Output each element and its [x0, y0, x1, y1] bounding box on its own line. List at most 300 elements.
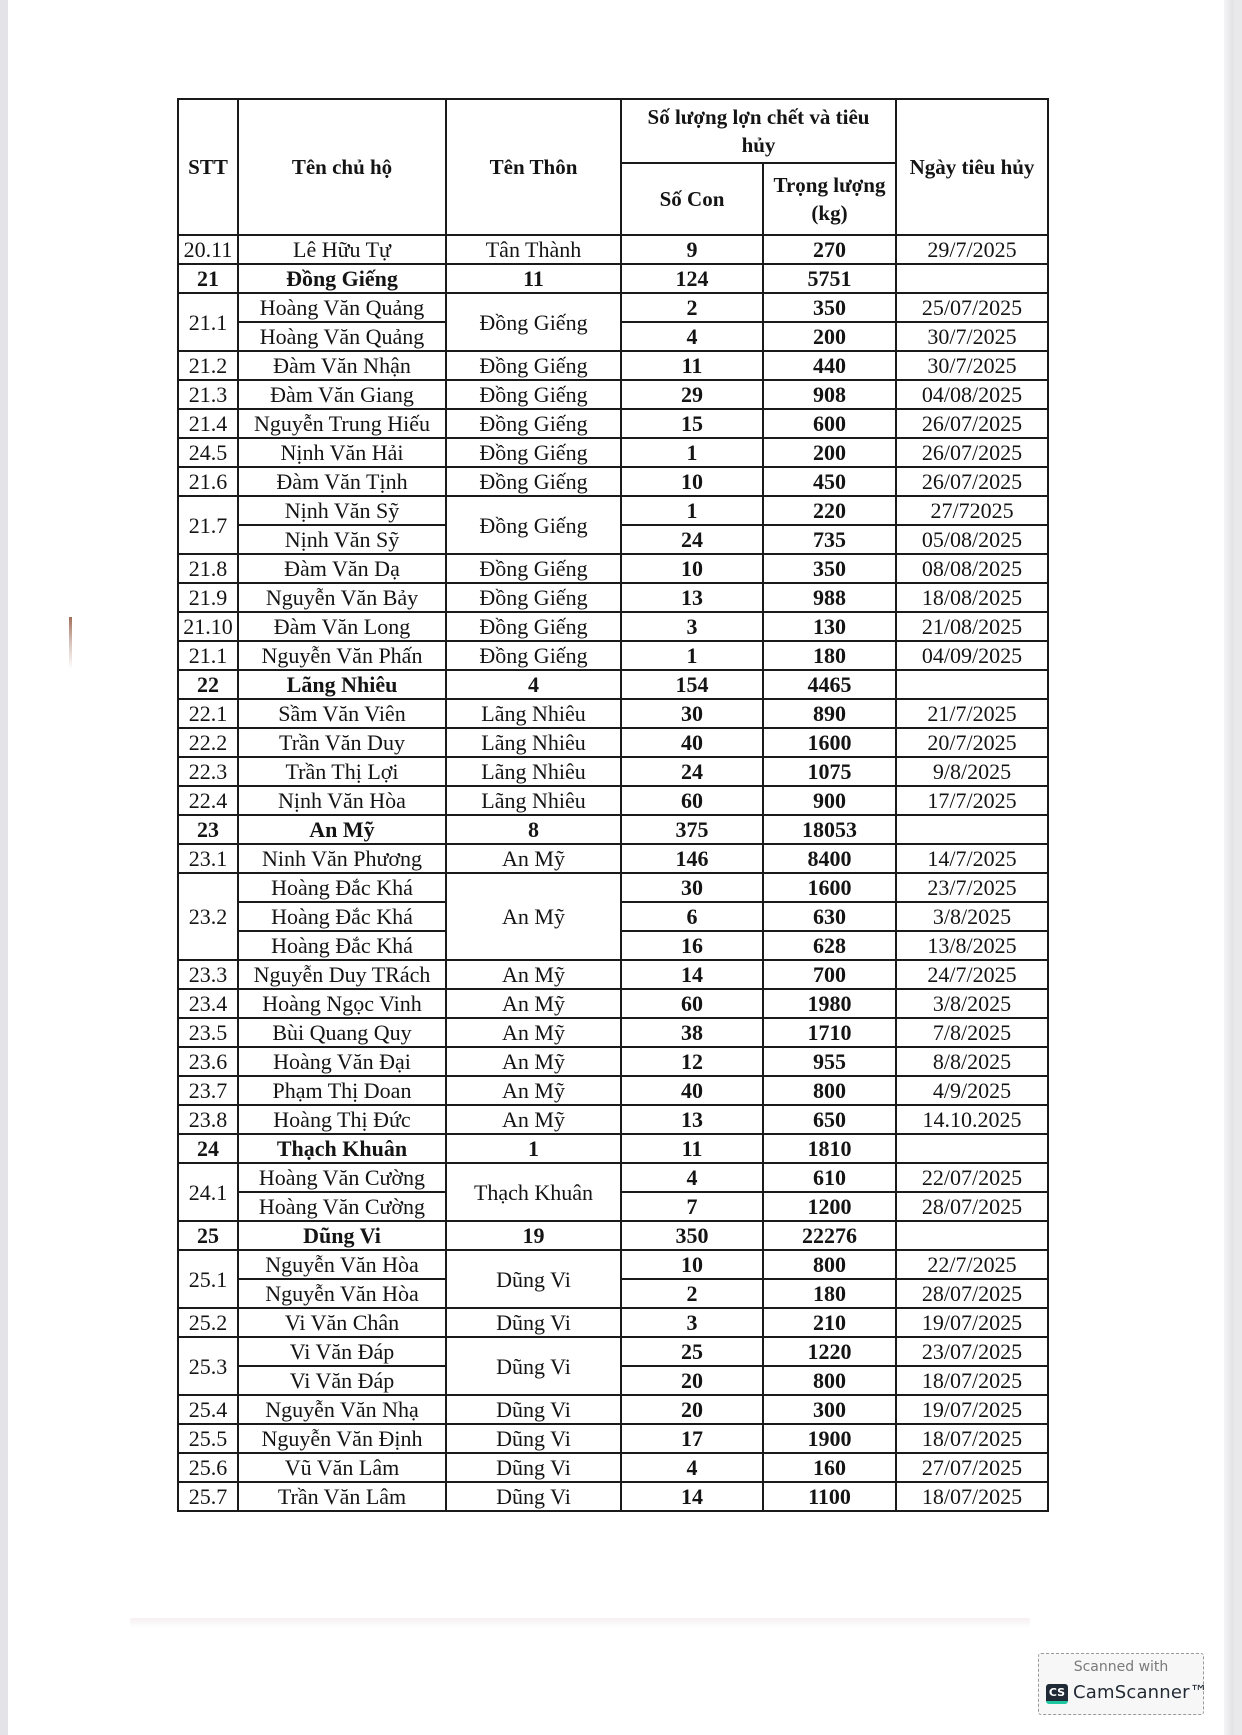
stt-cell: 25: [178, 1221, 238, 1250]
pig-count-cell: 60: [621, 989, 763, 1018]
stt-cell: 22.3: [178, 757, 238, 786]
weight-cell: 955: [763, 1047, 896, 1076]
group-row: [178, 264, 1048, 293]
stt-cell: 21.6: [178, 467, 238, 496]
pig-count-cell: 12: [621, 1047, 763, 1076]
stt-cell: 25.5: [178, 1424, 238, 1453]
pig-count-cell: 9: [621, 235, 763, 264]
village-cell: Đồng Giếng: [446, 351, 621, 380]
pig-count-cell: 11: [621, 351, 763, 380]
owner-name-cell: Ninh Văn Phương: [238, 844, 446, 873]
owner-name-cell: Hoàng Văn Cường: [238, 1163, 446, 1192]
owner-name-cell: Nguyễn Văn Phấn: [238, 641, 446, 670]
group-row: [178, 1134, 1048, 1163]
pig-count-cell: 4: [621, 1453, 763, 1482]
stt-cell: 21.1: [178, 641, 238, 670]
table-row: [178, 786, 1048, 815]
pig-count-cell: 30: [621, 873, 763, 902]
date-cell: 26/07/2025: [896, 409, 1048, 438]
pig-count-cell: 20: [621, 1366, 763, 1395]
table-row: [178, 1337, 1048, 1366]
date-cell: 3/8/2025: [896, 902, 1048, 931]
village-cell: Dũng Vi: [446, 1250, 621, 1308]
pig-count-cell: 60: [621, 786, 763, 815]
stt-cell: 21.8: [178, 554, 238, 583]
owner-name-cell: Nguyễn Văn Bảy: [238, 583, 446, 612]
group-row: [178, 815, 1048, 844]
stt-cell: 25.2: [178, 1308, 238, 1337]
owner-name-cell: Hoàng Đắc Khá: [238, 931, 446, 960]
weight-cell: 908: [763, 380, 896, 409]
pig-count-cell: 20: [621, 1395, 763, 1424]
village-cell: Đồng Giếng: [446, 554, 621, 583]
date-cell: 04/09/2025: [896, 641, 1048, 670]
pig-count-cell: 11: [621, 1134, 763, 1163]
date-cell: [896, 670, 1048, 699]
table-row: [178, 873, 1048, 902]
weight-cell: 5751: [763, 264, 896, 293]
owner-name-cell: Trần Văn Duy: [238, 728, 446, 757]
date-cell: 14/7/2025: [896, 844, 1048, 873]
village-cell: Tân Thành: [446, 235, 621, 264]
table-row: [178, 641, 1048, 670]
table-row: [178, 496, 1048, 525]
stt-cell: 23.4: [178, 989, 238, 1018]
table-row: [178, 1395, 1048, 1424]
pig-count-cell: 4: [621, 1163, 763, 1192]
table-row: [178, 1076, 1048, 1105]
owner-name-cell: Nịnh Văn Hòa: [238, 786, 446, 815]
date-cell: 13/8/2025: [896, 931, 1048, 960]
stt-cell: 20.11: [178, 235, 238, 264]
stt-cell: 23.3: [178, 960, 238, 989]
village-cell: Dũng Vi: [446, 1482, 621, 1511]
weight-cell: 200: [763, 322, 896, 351]
camscanner-logo-icon: CS: [1046, 1684, 1068, 1704]
pig-count-cell: 6: [621, 902, 763, 931]
camscanner-watermark: [1038, 1653, 1208, 1715]
date-cell: 28/07/2025: [896, 1192, 1048, 1221]
village-cell: An Mỹ: [446, 844, 621, 873]
pig-count-cell: 38: [621, 1018, 763, 1047]
pig-count-cell: 2: [621, 293, 763, 322]
village-cell: Dũng Vi: [446, 1453, 621, 1482]
table-row: [178, 1453, 1048, 1482]
village-group-name: Thạch Khuân: [238, 1134, 446, 1163]
date-cell: [896, 815, 1048, 844]
owner-name-cell: Hoàng Đắc Khá: [238, 873, 446, 902]
owner-name-cell: Vũ Văn Lâm: [238, 1453, 446, 1482]
date-cell: 27/07/2025: [896, 1453, 1048, 1482]
table-row: [178, 235, 1048, 264]
weight-cell: 1100: [763, 1482, 896, 1511]
header-date: Ngày tiêu hủy: [896, 99, 1048, 235]
stt-cell: 23.8: [178, 1105, 238, 1134]
date-cell: 23/7/2025: [896, 873, 1048, 902]
stt-cell: 24.5: [178, 438, 238, 467]
table-row: [178, 699, 1048, 728]
date-cell: 30/7/2025: [896, 322, 1048, 351]
owner-name-cell: Nịnh Văn Sỹ: [238, 496, 446, 525]
weight-cell: 180: [763, 1279, 896, 1308]
table-row: [178, 989, 1048, 1018]
weight-cell: 600: [763, 409, 896, 438]
stt-cell: 23.1: [178, 844, 238, 873]
date-cell: 22/07/2025: [896, 1163, 1048, 1192]
weight-cell: 1980: [763, 989, 896, 1018]
owner-name-cell: Trần Thị Lợi: [238, 757, 446, 786]
owner-name-cell: Vi Văn Đáp: [238, 1337, 446, 1366]
owner-name-cell: Đàm Văn Dạ: [238, 554, 446, 583]
date-cell: 21/7/2025: [896, 699, 1048, 728]
weight-cell: 1075: [763, 757, 896, 786]
village-cell: Đồng Giếng: [446, 583, 621, 612]
table-row: [178, 438, 1048, 467]
date-cell: 22/7/2025: [896, 1250, 1048, 1279]
village-cell: Dũng Vi: [446, 1424, 621, 1453]
header-owner: Tên chủ hộ: [238, 99, 446, 235]
table-row: [178, 728, 1048, 757]
header-stt: STT: [178, 99, 238, 235]
pig-count-cell: 14: [621, 1482, 763, 1511]
stt-cell: 23.7: [178, 1076, 238, 1105]
page-edge-right: [1224, 0, 1234, 1735]
header-quantity-group: Số lượng lợn chết và tiêu hủy: [621, 99, 896, 163]
date-cell: 18/07/2025: [896, 1424, 1048, 1453]
owner-name-cell: Hoàng Văn Cường: [238, 1192, 446, 1221]
weight-cell: 180: [763, 641, 896, 670]
date-cell: 23/07/2025: [896, 1337, 1048, 1366]
stt-cell: 25.3: [178, 1337, 238, 1395]
table-row: [178, 960, 1048, 989]
date-cell: 19/07/2025: [896, 1308, 1048, 1337]
owner-name-cell: Trần Văn Lâm: [238, 1482, 446, 1511]
weight-cell: 350: [763, 293, 896, 322]
date-cell: 25/07/2025: [896, 293, 1048, 322]
owner-name-cell: Hoàng Thị Đức: [238, 1105, 446, 1134]
weight-cell: 210: [763, 1308, 896, 1337]
pig-count-cell: 7: [621, 1192, 763, 1221]
weight-cell: 800: [763, 1250, 896, 1279]
date-cell: 08/08/2025: [896, 554, 1048, 583]
stt-cell: 23.2: [178, 873, 238, 960]
weight-cell: 1220: [763, 1337, 896, 1366]
weight-cell: 610: [763, 1163, 896, 1192]
village-cell: Đồng Giếng: [446, 641, 621, 670]
table-row: [178, 1250, 1048, 1279]
village-group-name: Lãng Nhiêu: [238, 670, 446, 699]
header-village: Tên Thôn: [446, 99, 621, 235]
table-row: [178, 409, 1048, 438]
pig-count-cell: 1: [621, 496, 763, 525]
table-row: [178, 612, 1048, 641]
date-cell: 9/8/2025: [896, 757, 1048, 786]
pig-count-cell: 25: [621, 1337, 763, 1366]
weight-cell: 220: [763, 496, 896, 525]
pig-count-cell: 14: [621, 960, 763, 989]
weight-cell: 700: [763, 960, 896, 989]
pig-count-cell: 10: [621, 1250, 763, 1279]
weight-cell: 1200: [763, 1192, 896, 1221]
village-cell: Thạch Khuân: [446, 1163, 621, 1221]
stt-cell: 24: [178, 1134, 238, 1163]
weight-cell: 160: [763, 1453, 896, 1482]
weight-cell: 735: [763, 525, 896, 554]
weight-cell: 1710: [763, 1018, 896, 1047]
owner-name-cell: Nguyễn Văn Hòa: [238, 1279, 446, 1308]
table-row: [178, 757, 1048, 786]
pig-count-cell: 3: [621, 612, 763, 641]
date-cell: [896, 1221, 1048, 1250]
owner-name-cell: Sầm Văn Viên: [238, 699, 446, 728]
weight-cell: 650: [763, 1105, 896, 1134]
table-row: [178, 844, 1048, 873]
header-count: Số Con: [621, 163, 763, 235]
date-cell: 4/9/2025: [896, 1076, 1048, 1105]
owner-name-cell: Hoàng Văn Quảng: [238, 293, 446, 322]
owner-name-cell: Đàm Văn Giang: [238, 380, 446, 409]
group-row: [178, 670, 1048, 699]
weight-cell: 630: [763, 902, 896, 931]
village-cell: Đồng Giếng: [446, 293, 621, 351]
weight-cell: 800: [763, 1366, 896, 1395]
weight-cell: 130: [763, 612, 896, 641]
weight-cell: 1810: [763, 1134, 896, 1163]
weight-cell: 800: [763, 1076, 896, 1105]
pig-count-cell: 30: [621, 699, 763, 728]
weight-cell: 270: [763, 235, 896, 264]
group-row: [178, 1221, 1048, 1250]
page-edge-left: [0, 0, 8, 1735]
date-cell: 21/08/2025: [896, 612, 1048, 641]
date-cell: 8/8/2025: [896, 1047, 1048, 1076]
weight-cell: 1900: [763, 1424, 896, 1453]
table-row: [178, 351, 1048, 380]
date-cell: 24/7/2025: [896, 960, 1048, 989]
date-cell: 20/7/2025: [896, 728, 1048, 757]
weight-cell: 450: [763, 467, 896, 496]
date-cell: 18/07/2025: [896, 1482, 1048, 1511]
date-cell: [896, 264, 1048, 293]
weight-cell: 890: [763, 699, 896, 728]
weight-cell: 200: [763, 438, 896, 467]
table-row: [178, 583, 1048, 612]
stt-cell: 21.7: [178, 496, 238, 554]
date-cell: 04/08/2025: [896, 380, 1048, 409]
table-row: [178, 554, 1048, 583]
table-row: [178, 1018, 1048, 1047]
village-cell: Đồng Giếng: [446, 409, 621, 438]
pig-count-cell: 40: [621, 728, 763, 757]
owner-name-cell: Vi Văn Chân: [238, 1308, 446, 1337]
weight-cell: 628: [763, 931, 896, 960]
owner-name-cell: Đàm Văn Long: [238, 612, 446, 641]
stt-cell: 23.6: [178, 1047, 238, 1076]
village-cell: Lãng Nhiêu: [446, 728, 621, 757]
date-cell: [896, 1134, 1048, 1163]
pig-count-cell: 10: [621, 554, 763, 583]
date-cell: 30/7/2025: [896, 351, 1048, 380]
stt-cell: 25.6: [178, 1453, 238, 1482]
date-cell: 18/07/2025: [896, 1366, 1048, 1395]
weight-cell: 18053: [763, 815, 896, 844]
table-row: [178, 1308, 1048, 1337]
weight-cell: 1600: [763, 728, 896, 757]
stt-cell: 21.2: [178, 351, 238, 380]
owner-name-cell: Hoàng Văn Đại: [238, 1047, 446, 1076]
pig-count-cell: 13: [621, 1105, 763, 1134]
pig-count-cell: 40: [621, 1076, 763, 1105]
stt-cell: 24.1: [178, 1163, 238, 1221]
pig-count-cell: 4: [621, 322, 763, 351]
household-count-cell: 8: [446, 815, 621, 844]
owner-name-cell: Nguyễn Văn Nhạ: [238, 1395, 446, 1424]
stt-cell: 25.4: [178, 1395, 238, 1424]
table-row: [178, 1163, 1048, 1192]
village-cell: Lãng Nhiêu: [446, 699, 621, 728]
pig-count-cell: 3: [621, 1308, 763, 1337]
village-cell: Đồng Giếng: [446, 438, 621, 467]
date-cell: 17/7/2025: [896, 786, 1048, 815]
weight-cell: 300: [763, 1395, 896, 1424]
village-cell: Đồng Giếng: [446, 496, 621, 554]
village-cell: Dũng Vi: [446, 1395, 621, 1424]
owner-name-cell: Nịnh Văn Hải: [238, 438, 446, 467]
village-cell: Đồng Giếng: [446, 612, 621, 641]
stt-cell: 22.2: [178, 728, 238, 757]
table-row: [178, 467, 1048, 496]
pig-count-cell: 124: [621, 264, 763, 293]
village-cell: Đồng Giếng: [446, 380, 621, 409]
weight-cell: 8400: [763, 844, 896, 873]
date-cell: 3/8/2025: [896, 989, 1048, 1018]
date-cell: 19/07/2025: [896, 1395, 1048, 1424]
table-row: [178, 1482, 1048, 1511]
stt-cell: 25.1: [178, 1250, 238, 1308]
date-cell: 05/08/2025: [896, 525, 1048, 554]
table-row: [178, 1424, 1048, 1453]
pig-count-cell: 24: [621, 525, 763, 554]
table-row: [178, 293, 1048, 322]
weight-cell: 1600: [763, 873, 896, 902]
stt-cell: 22: [178, 670, 238, 699]
household-count-cell: 11: [446, 264, 621, 293]
margin-pen-mark: [69, 617, 72, 669]
stt-cell: 21.3: [178, 380, 238, 409]
owner-name-cell: Hoàng Đắc Khá: [238, 902, 446, 931]
village-cell: An Mỹ: [446, 1105, 621, 1134]
stt-cell: 21.4: [178, 409, 238, 438]
village-cell: Đồng Giếng: [446, 467, 621, 496]
stt-cell: 22.1: [178, 699, 238, 728]
date-cell: 26/07/2025: [896, 467, 1048, 496]
village-group-name: An Mỹ: [238, 815, 446, 844]
village-group-name: Dũng Vi: [238, 1221, 446, 1250]
stt-cell: 21.10: [178, 612, 238, 641]
pig-count-cell: 24: [621, 757, 763, 786]
pig-count-cell: 29: [621, 380, 763, 409]
pig-count-cell: 350: [621, 1221, 763, 1250]
scan-shadow: [130, 1618, 1030, 1628]
date-cell: 7/8/2025: [896, 1018, 1048, 1047]
pig-count-cell: 154: [621, 670, 763, 699]
header-weight: Trọng lượng (kg): [763, 163, 896, 235]
owner-name-cell: Vi Văn Đáp: [238, 1366, 446, 1395]
date-cell: 27/72025: [896, 496, 1048, 525]
pig-count-cell: 15: [621, 409, 763, 438]
pig-count-cell: 375: [621, 815, 763, 844]
village-cell: Lãng Nhiêu: [446, 757, 621, 786]
weight-cell: 988: [763, 583, 896, 612]
date-cell: 14.10.2025: [896, 1105, 1048, 1134]
household-count-cell: 1: [446, 1134, 621, 1163]
owner-name-cell: Phạm Thị Doan: [238, 1076, 446, 1105]
village-cell: Dũng Vi: [446, 1308, 621, 1337]
date-cell: 26/07/2025: [896, 438, 1048, 467]
stt-cell: 21: [178, 264, 238, 293]
village-cell: An Mỹ: [446, 989, 621, 1018]
owner-name-cell: Hoàng Ngọc Vinh: [238, 989, 446, 1018]
pig-count-cell: 146: [621, 844, 763, 873]
table-row: [178, 1047, 1048, 1076]
watermark-caption: Scanned with: [1073, 1659, 1169, 1675]
owner-name-cell: Nịnh Văn Sỹ: [238, 525, 446, 554]
village-cell: An Mỹ: [446, 1018, 621, 1047]
village-group-name: Đồng Giếng: [238, 264, 446, 293]
household-count-cell: 19: [446, 1221, 621, 1250]
table-row: [178, 1105, 1048, 1134]
pig-count-cell: 16: [621, 931, 763, 960]
pig-count-cell: 17: [621, 1424, 763, 1453]
pig-count-cell: 1: [621, 438, 763, 467]
owner-name-cell: Nguyễn Trung Hiếu: [238, 409, 446, 438]
owner-name-cell: Lê Hữu Tự: [238, 235, 446, 264]
owner-name-cell: Bùi Quang Quy: [238, 1018, 446, 1047]
pig-count-cell: 1: [621, 641, 763, 670]
stt-cell: 25.7: [178, 1482, 238, 1511]
owner-name-cell: Nguyễn Duy TRách: [238, 960, 446, 989]
village-cell: An Mỹ: [446, 1047, 621, 1076]
pig-count-cell: 10: [621, 467, 763, 496]
village-cell: An Mỹ: [446, 1076, 621, 1105]
village-cell: Lãng Nhiêu: [446, 786, 621, 815]
livestock-disposal-table: [177, 98, 1049, 1512]
village-cell: An Mỹ: [446, 873, 621, 960]
owner-name-cell: Nguyễn Văn Định: [238, 1424, 446, 1453]
date-cell: 29/7/2025: [896, 235, 1048, 264]
weight-cell: 900: [763, 786, 896, 815]
date-cell: 18/08/2025: [896, 583, 1048, 612]
pig-count-cell: 2: [621, 1279, 763, 1308]
watermark-brand: CamScanner™: [1073, 1682, 1208, 1703]
weight-cell: 350: [763, 554, 896, 583]
household-count-cell: 4: [446, 670, 621, 699]
table-body: [178, 235, 1048, 1511]
owner-name-cell: Đàm Văn Tịnh: [238, 467, 446, 496]
owner-name-cell: Đàm Văn Nhận: [238, 351, 446, 380]
stt-cell: 21.9: [178, 583, 238, 612]
pig-count-cell: 13: [621, 583, 763, 612]
owner-name-cell: Nguyễn Văn Hòa: [238, 1250, 446, 1279]
owner-name-cell: Hoàng Văn Quảng: [238, 322, 446, 351]
table-row: [178, 380, 1048, 409]
stt-cell: 23.5: [178, 1018, 238, 1047]
weight-cell: 22276: [763, 1221, 896, 1250]
stt-cell: 22.4: [178, 786, 238, 815]
stt-cell: 21.1: [178, 293, 238, 351]
date-cell: 28/07/2025: [896, 1279, 1048, 1308]
header-row: [178, 99, 1048, 163]
